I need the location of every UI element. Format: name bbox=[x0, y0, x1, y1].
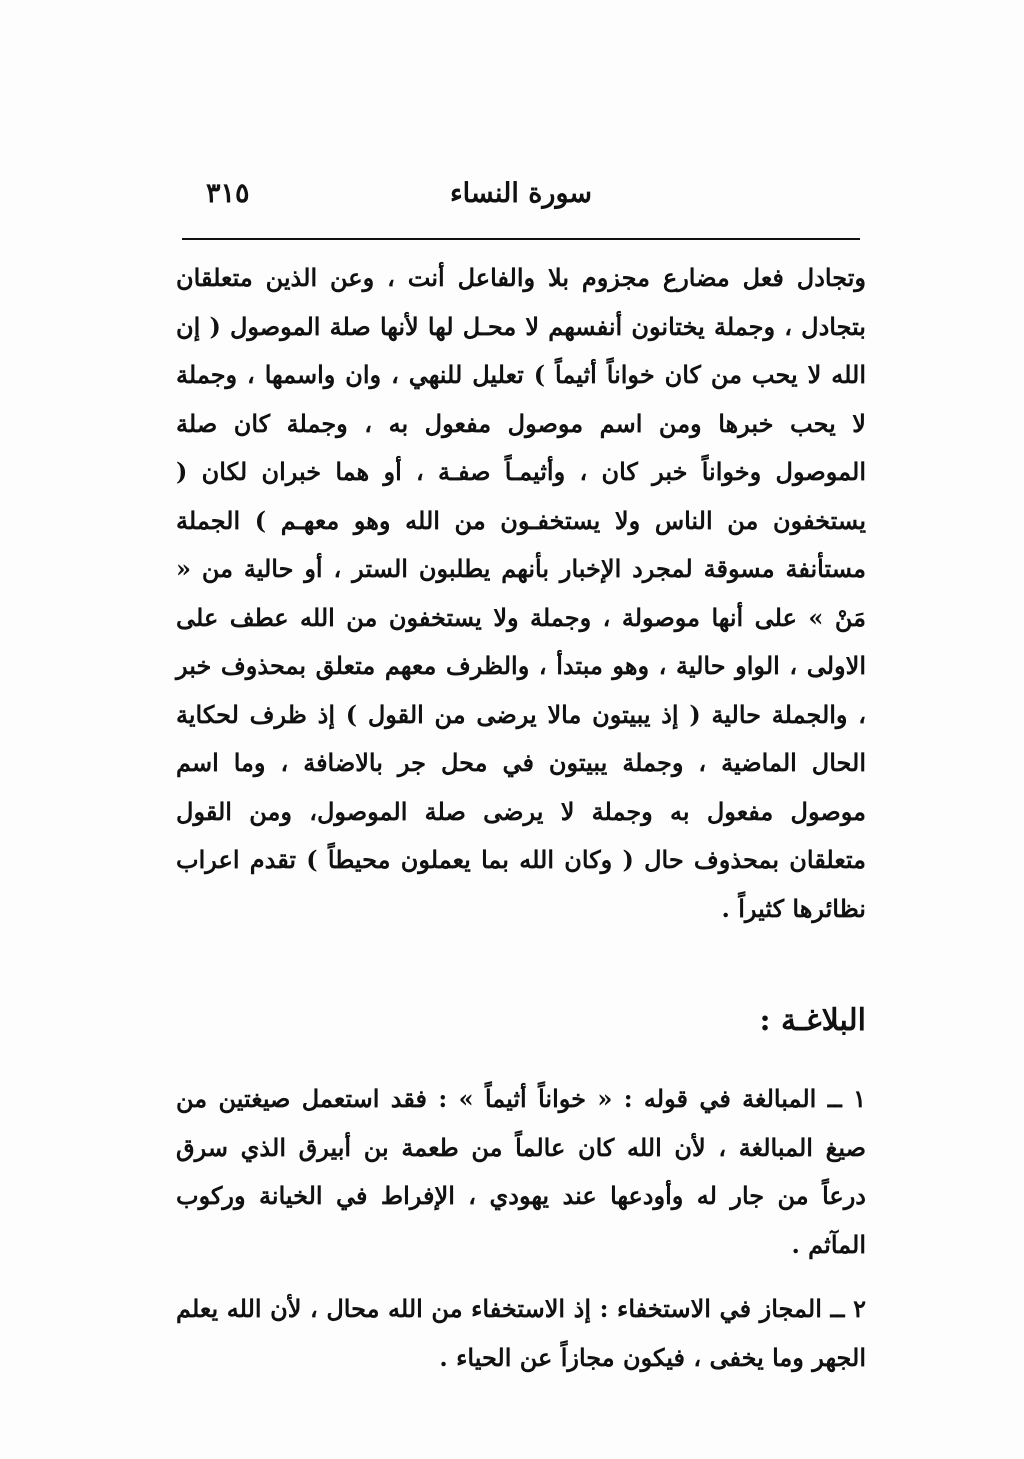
page-number: ٣١٥ bbox=[206, 178, 250, 209]
balagha-point-1: ١ ــ المبالغة في قوله : « خواناً أثيماً » : فقد استعمل صيغتين من صيغ المبالغة ، لأن الله كان عالماً من طعمة بن أبيرق الذي سرق درعاً من جار له وأودعها عند يهودي ، الإفراط في الخيانة وركوب المآثم . bbox=[176, 1084, 866, 1259]
page-header bbox=[182, 178, 860, 228]
header-rule bbox=[182, 238, 860, 240]
running-head: سورة النساء bbox=[449, 178, 593, 209]
main-text bbox=[176, 254, 866, 1398]
balagha-point-2: ٢ ــ المجاز في الاستخفاء : إذ الاستخفاء من الله محال ، لأن الله يعلم الجهر وما يخفى ، فيكون مجازاً عن الحياء . bbox=[176, 1294, 866, 1372]
section-heading-balagha: البلاغـة : bbox=[759, 1003, 866, 1038]
grammar-paragraph: وتجادل فعل مضارع مجزوم بلا والفاعل أنت ، وعن الذين متعلقان بتجادل ، وجملة يختانون أنفسهم لا محـل لها لأنها صلة الموصول ( إن الله لا يحب من كان خواناً أثيماً ) تعليل للنهي ، وان واسمها ، وجملة لا يحب خبرها ومن اسم موصول مفعول به ، وجملة كان صلة الموصول وخواناً خبر كان ، وأثيمـاً صفـة ، أو هما خبران لكان ( يستخفون من الناس ولا يستخفـون من الله وهو معهـم ) الجملة مستأنفة مسوقة لمجرد الإخبار بأنهم يطلبون الستر ، أو حالية من « مَنْ » على أنها موصولة ، وجملة ولا يستخفون من الله عطف على الاولى ، الواو حالية ، وهو مبتدأ ، والظرف معهم متعلق بمحذوف خبر ، والجملة حالية ( إذ يبيتون مالا يرضى من القول ) إذ ظرف لحكاية الحال الماضية ، وجملة يبيتون في محل جر بالاضافة ، وما اسم موصول مفعول به وجملة لا يرضى صلة الموصول، ومن القول متعلقان بمحذوف حال ( وكان الله بما يعملون محيطاً ) تقدم اعراب نظائرها كثيراً . bbox=[176, 263, 867, 923]
